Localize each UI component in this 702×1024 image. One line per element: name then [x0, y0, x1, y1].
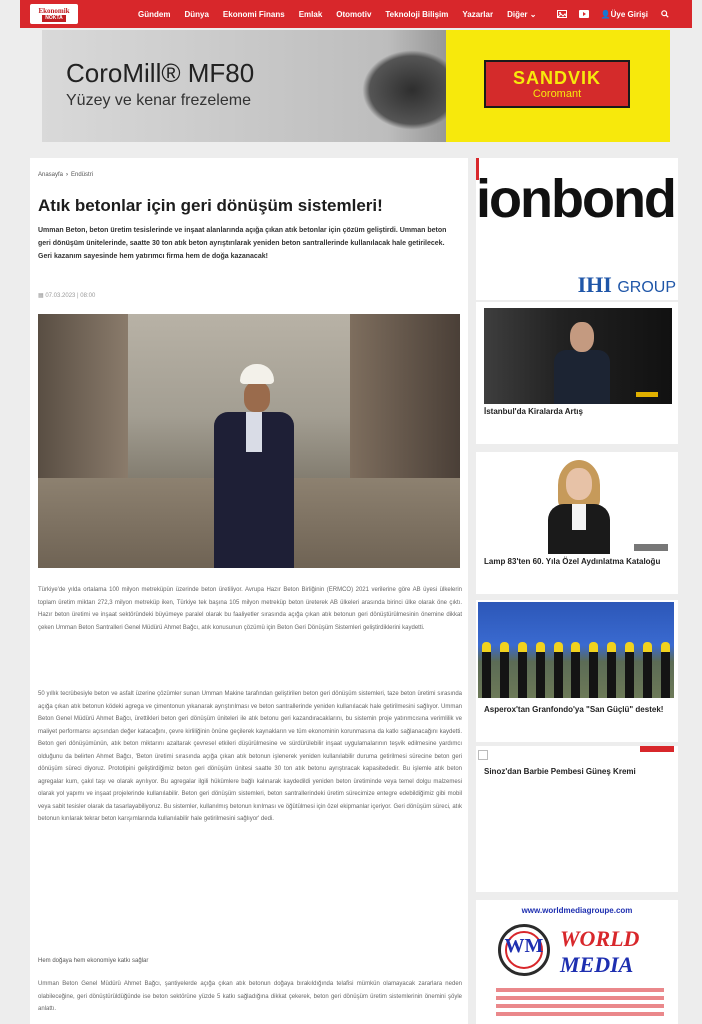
nav-link-diger[interactable] [507, 10, 536, 19]
calendar-icon: ▦ [38, 293, 44, 299]
article-paragraph-3: Umman Beton Genel Müdürü Ahmet Bağcı, şantiyelerde açığa çıkan atık betonun doğaya bırakıldığında telafisi mümkün olamayacak zararlara neden olabileceğine, geri dönüştürüldüğünde ise beton sektörüne yüzde 5 katkı sağladığına dikkat çekerek, beton geri dönüşüm üretim sistemlerinin önemini şöyle anlattı. [38, 981, 462, 1012]
sidebar-news-item[interactable] [476, 600, 678, 742]
ad-world-media[interactable] [476, 900, 678, 1024]
sidebar-news-item[interactable] [476, 746, 678, 892]
ad-link-line [496, 996, 664, 1000]
shirt [572, 504, 586, 530]
news-caption[interactable]: Lamp 83'ten 60. Yıla Özel Aydınlatma Kataloğu [484, 557, 661, 566]
world-media-url[interactable]: www.worldmediagroupe.com [521, 906, 633, 915]
user-icon: 👤 [600, 9, 611, 19]
sandvik-logo-text: SANDVIK [512, 67, 601, 88]
logo-monogram: WM [504, 935, 544, 957]
ad-link-line [496, 988, 664, 992]
nav-right-tools [557, 0, 670, 28]
nav-link-diger-label: Diğer [507, 9, 528, 19]
ionbond-logo-text: ionbond [476, 169, 675, 229]
woman-portrait [546, 460, 612, 554]
team-member [518, 642, 527, 698]
logo-top-text: Ekonomik [38, 6, 70, 15]
article-lead: Umman Beton, beton üretim tesislerinde ve inşaat alanlarında açığa çıkan atık betonlar için çözüm geliştirdi. Umman beton geri dönüşüm ünitelerinde, saatte 30 ton atık beton ayrıştırılarak yeniden beton santrallerinde kullanılacak hale getirilecek. Geri kazanım sayesinde hem yatırımcı firma hem de doğa kazanacak! [38, 227, 447, 260]
news-thumbnail [484, 458, 672, 554]
ad-ionbond[interactable] [476, 158, 678, 300]
world-media-logo [498, 924, 550, 976]
man-portrait [554, 322, 610, 404]
video-icon[interactable] [579, 10, 589, 18]
news-caption[interactable]: Asperox'tan Granfondo'ya "San Güçlü" destek! [484, 705, 664, 714]
team-member [643, 642, 652, 698]
ad-link-line [496, 1004, 664, 1008]
team-member [500, 642, 509, 698]
sidebar-news-item[interactable] [476, 452, 678, 594]
team-member [571, 642, 580, 698]
article-title: Atık betonlar için geri dönüşüm sistemleri! [38, 196, 383, 215]
article-photo [38, 314, 460, 568]
team-member [661, 642, 670, 698]
nav-link-gundem[interactable]: Gündem [138, 9, 171, 19]
article-date [38, 292, 95, 299]
ad-banner-sandvik[interactable] [42, 30, 670, 142]
shirt [246, 412, 262, 452]
head [566, 468, 592, 500]
broken-image-icon [478, 750, 488, 760]
head [570, 322, 594, 352]
team-member [554, 642, 563, 698]
breadcrumb-separator: › [66, 172, 69, 178]
nav-link-otomotiv[interactable]: Otomotiv [336, 9, 372, 19]
ad-brand-panel [446, 30, 670, 142]
site-logo[interactable] [30, 4, 78, 24]
ad-banner-title: CoroMill® MF80 [66, 58, 255, 88]
ad-link-line [496, 1012, 664, 1016]
chevron-down-icon: ⌄ [529, 9, 537, 19]
login-label: Üye Girişi [610, 9, 648, 19]
article-card [30, 158, 468, 1024]
news-caption[interactable]: Sinoz'dan Barbie Pembesi Güneş Kremi [484, 767, 636, 776]
logo-bottom-text: NOKTA [42, 15, 65, 22]
ad-link-lines [496, 988, 664, 1020]
ihi-group-logo [578, 272, 676, 298]
world-text: WORLD [560, 926, 640, 951]
hardhat [240, 364, 274, 384]
article-paragraph-2: 50 yıllık tecrübesiyle beton ve asfalt üzerine çözümler sunan Umman Makine tarafından geliştirilen beton geri dönüşüm sistemleri, taze beton üretimi sırasında açığa çıkan atık betonun ködeki agrega ve çimentonun yıkanarak ayrıştırılması ve beton santrallerinde yeniden kullanılacak hale getirilmesini sağlıyor. Umman Beton Genel Müdürü Ahmet Bağcı, ürettikleri beton geri dönüşüm üniteleri ile atık betonu geri kazandıracaklarını, bu sistemin proje yatırımcısına verimlilik ve maliyet performansı açısından değer katacağını, çevre kirliliğinin önüne geçilerek kaynakların ve tüm ekonominin korunmasına da katkı sağlanacağını kaydetti. Beton geri dönüşümünün, atık beton miktarını azaltarak çevresel etkileri düşürülmesine ve sürdürülebilir inşaat uygulamalarının teşvik edilmesine yardımcı olduğunu da belirten Ahmet Bağcı, 'Beton üretimi sırasında açığa çıkan atık betonun işlenerek yeniden kullanılabilir duruma getirilmesi sürecine beton geri dönüşüm süreci diyoruz. Prototipini geliştirdiğimiz beton geri dönüşüm ünitesi saatte 30 ton atık betonu ayrıştıracak kapasitededir. Bu işlemle atık beton agregalar kum, çakıl taşı ve olarak ayrılıyor. Bu agregalar ilgili hükümlere bağlı kalınarak kaydedildi yeniden beton üretiminde veya temel dolgu malzemesi olarak yol yapımı ve inşaat projelerinde kullanılabilir. Beton geri dönüşüm sistemleri, beton santrallerindeki üretim sürecimize entegre edebildiğimiz gibi mobil veya sabit tesisler olarak da tasarlayabiliyoruz. Bu sistemler, kullanılmış betonun kırılması ve öğütülmesi için özel ekipmanlar içeriyor. Geri dönüşüm süreci, atık betonun kırılarak tekrar beton karışımlarında kullanılabilir hale getirilmesini sağlıyor' dedi. [38, 691, 462, 822]
search-icon[interactable] [660, 10, 670, 18]
thumbnail-tag [640, 746, 674, 752]
news-thumbnail [478, 602, 674, 698]
login-link[interactable] [601, 10, 648, 19]
man-in-hardhat [208, 364, 300, 568]
news-thumbnail [484, 308, 672, 404]
ad-banner-subtitle: Yüzey ve kenar frezeleme [66, 92, 251, 109]
cycling-team-group [478, 642, 674, 698]
sandvik-logo [484, 60, 630, 108]
sidebar-news-item[interactable] [476, 302, 678, 444]
article-subheading: Hem doğaya hem ekonomiye katkı sağlar [38, 958, 149, 964]
nav-link-teknoloji[interactable]: Teknoloji Bilişim [385, 9, 449, 19]
head [244, 382, 270, 412]
breadcrumb [38, 172, 93, 178]
nav-link-yazarlar[interactable]: Yazarlar [462, 9, 494, 19]
thumbnail-tag [636, 392, 658, 397]
breadcrumb-home[interactable]: Anasayfa [38, 172, 64, 178]
group-logo-text: GROUP [617, 279, 676, 296]
nav-link-dunya[interactable]: Dünya [184, 9, 209, 19]
nav-link-ekonomi-finans[interactable]: Ekonomi Finans [222, 9, 285, 19]
team-member [536, 642, 545, 698]
news-caption[interactable]: İstanbul'da Kiralarda Artış [484, 407, 583, 416]
media-text: MEDIA [560, 952, 634, 977]
breadcrumb-category[interactable]: Endüstri [71, 172, 94, 178]
article-paragraph-1: Türkiye'de yılda ortalama 100 milyon metreküpün üzerinde beton üretiliyor. Avrupa Hazır Beton Birliğinin (ERMCO) 2021 verilerine göre AB üyesi ülkelerin toplam üretim miktarı 272,3 milyon metreküp iken, Türkiye tek başına 105 milyon metreküp beton üreterek AB ülkeleri arasında birinci ülke olarak öne çıktı. Hazır beton üretimi ve inşaat sektöründeki büyümeye paralel olarak bu faaliyetler sırasında açığa çıkan atık betonun geri dönüştürülmesinin önemine dikkat çeken Umman Beton Santralleri Genel Müdürü Ahmet Bağcı, atık konusunun çözümü için Beton Geri Dönüşüm Sistemleri geliştirdiklerini kaydetti. [38, 587, 462, 631]
team-member [482, 642, 491, 698]
nav-links [138, 10, 536, 19]
team-member [589, 642, 598, 698]
image-icon[interactable] [557, 10, 567, 18]
thumbnail-tag [634, 544, 668, 551]
team-member [625, 642, 634, 698]
top-navigation [20, 0, 692, 28]
article-date-text: 07.03.2023 | 08:00 [45, 293, 96, 299]
team-member [607, 642, 616, 698]
jacket [554, 350, 610, 404]
ihi-logo-text: IHI [577, 272, 612, 297]
nav-link-emlak[interactable]: Emlak [298, 9, 323, 19]
coromant-logo-text: Coromant [532, 87, 582, 100]
